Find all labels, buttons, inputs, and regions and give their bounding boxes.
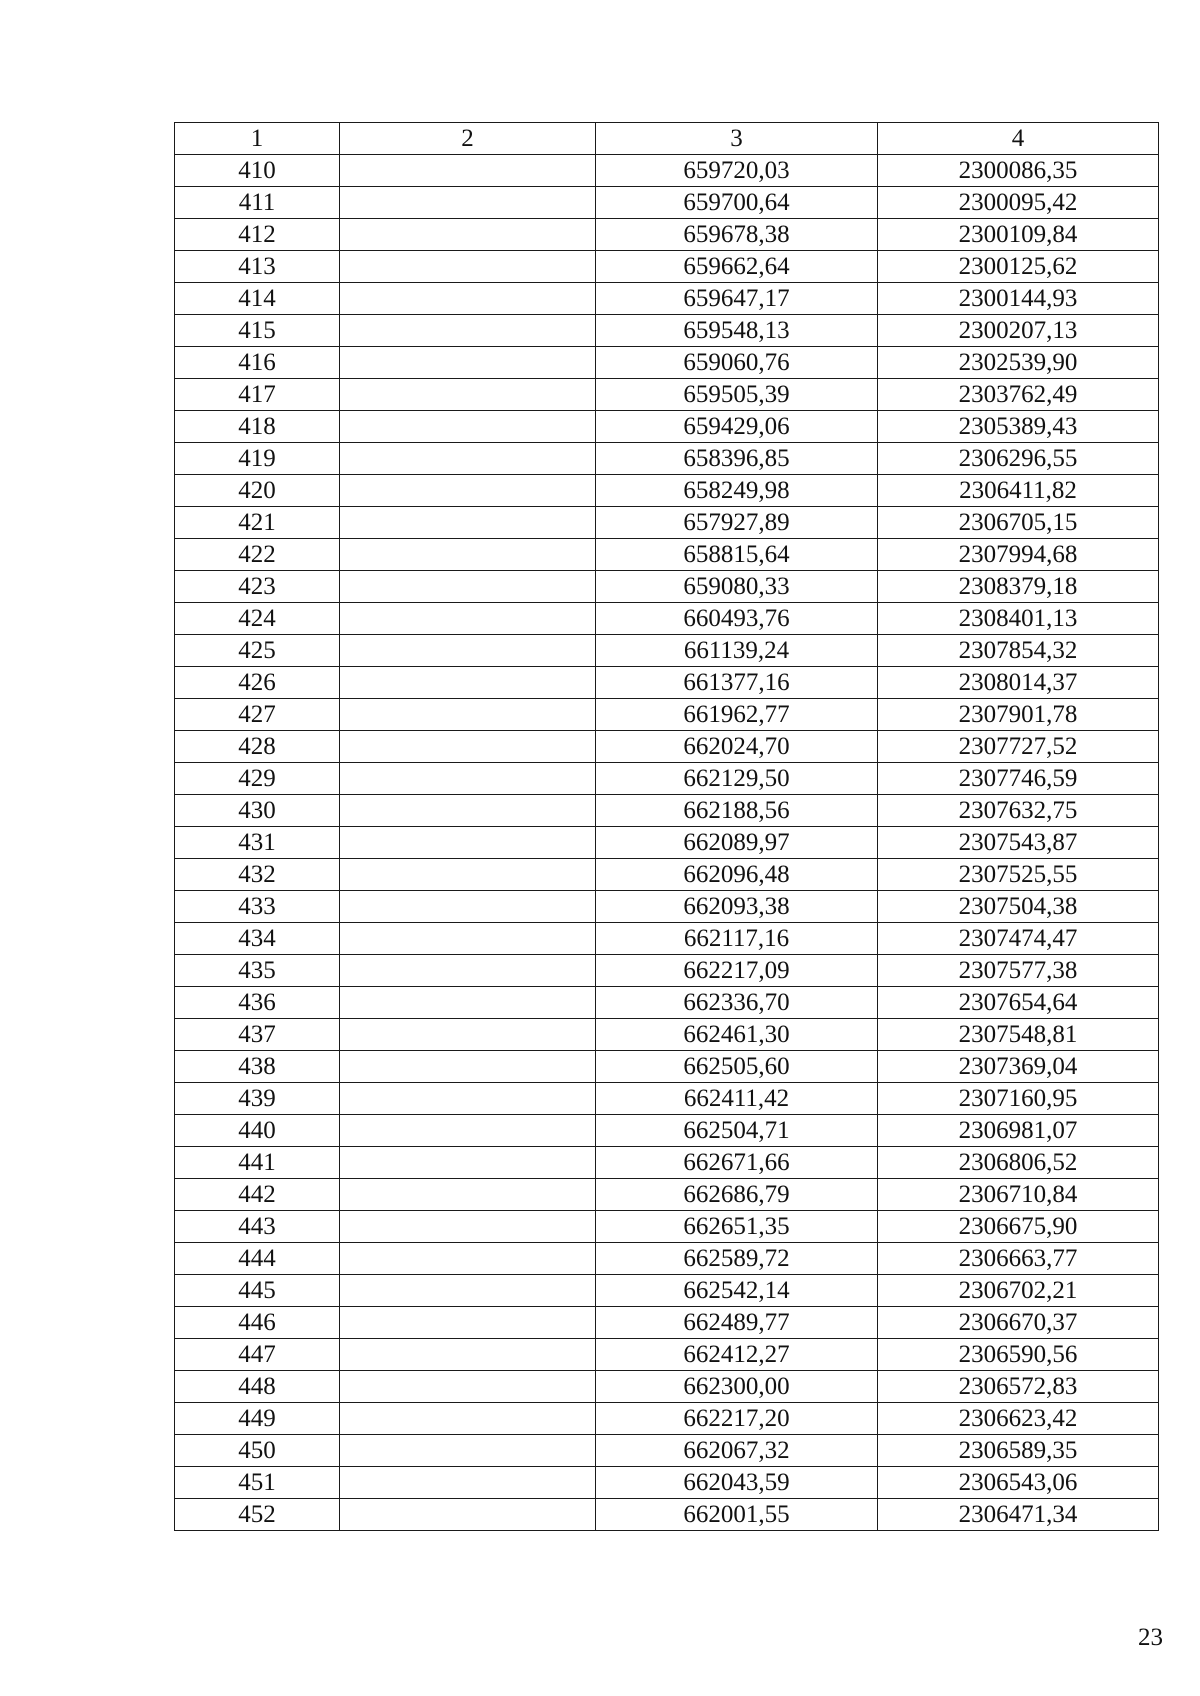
y-coordinate-cell: 2306710,84 <box>878 1179 1159 1211</box>
table-row <box>175 315 1159 347</box>
empty-cell <box>340 1019 596 1051</box>
point-number-cell: 438 <box>175 1051 340 1083</box>
y-coordinate-cell: 2300109,84 <box>878 219 1159 251</box>
y-coordinate-cell: 2307994,68 <box>878 539 1159 571</box>
y-coordinate-cell: 2308014,37 <box>878 667 1159 699</box>
table-row <box>175 219 1159 251</box>
point-number-cell: 441 <box>175 1147 340 1179</box>
empty-cell <box>340 379 596 411</box>
point-number-cell: 447 <box>175 1339 340 1371</box>
table-row <box>175 763 1159 795</box>
empty-cell <box>340 411 596 443</box>
x-coordinate-cell: 661377,16 <box>596 667 878 699</box>
point-number-cell: 425 <box>175 635 340 667</box>
table-row <box>175 1243 1159 1275</box>
table-row <box>175 251 1159 283</box>
x-coordinate-cell: 662024,70 <box>596 731 878 763</box>
x-coordinate-cell: 662001,55 <box>596 1499 878 1531</box>
x-coordinate-cell: 658815,64 <box>596 539 878 571</box>
empty-cell <box>340 571 596 603</box>
empty-cell <box>340 603 596 635</box>
x-coordinate-cell: 662096,48 <box>596 859 878 891</box>
y-coordinate-cell: 2307727,52 <box>878 731 1159 763</box>
empty-cell <box>340 1467 596 1499</box>
y-coordinate-cell: 2300144,93 <box>878 283 1159 315</box>
point-number-cell: 428 <box>175 731 340 763</box>
y-coordinate-cell: 2308379,18 <box>878 571 1159 603</box>
y-coordinate-cell: 2306705,15 <box>878 507 1159 539</box>
table-row <box>175 1499 1159 1531</box>
table-body <box>175 155 1159 1531</box>
point-number-cell: 414 <box>175 283 340 315</box>
point-number-cell: 442 <box>175 1179 340 1211</box>
table-row <box>175 347 1159 379</box>
table-row <box>175 1179 1159 1211</box>
point-number-cell: 430 <box>175 795 340 827</box>
table-row <box>175 1403 1159 1435</box>
point-number-cell: 437 <box>175 1019 340 1051</box>
point-number-cell: 440 <box>175 1115 340 1147</box>
point-number-cell: 452 <box>175 1499 340 1531</box>
table-row <box>175 1019 1159 1051</box>
table-row <box>175 699 1159 731</box>
y-coordinate-cell: 2300207,13 <box>878 315 1159 347</box>
table-row <box>175 379 1159 411</box>
y-coordinate-cell: 2300095,42 <box>878 187 1159 219</box>
y-coordinate-cell: 2306471,34 <box>878 1499 1159 1531</box>
table-row <box>175 1339 1159 1371</box>
x-coordinate-cell: 662489,77 <box>596 1307 878 1339</box>
x-coordinate-cell: 662089,97 <box>596 827 878 859</box>
table-row <box>175 987 1159 1019</box>
x-coordinate-cell: 662300,00 <box>596 1371 878 1403</box>
table-row <box>175 187 1159 219</box>
point-number-cell: 450 <box>175 1435 340 1467</box>
table-row <box>175 1051 1159 1083</box>
point-number-cell: 413 <box>175 251 340 283</box>
point-number-cell: 416 <box>175 347 340 379</box>
point-number-cell: 421 <box>175 507 340 539</box>
empty-cell <box>340 1051 596 1083</box>
table-row <box>175 1371 1159 1403</box>
x-coordinate-cell: 662542,14 <box>596 1275 878 1307</box>
y-coordinate-cell: 2306623,42 <box>878 1403 1159 1435</box>
table-row <box>175 795 1159 827</box>
table-row <box>175 891 1159 923</box>
point-number-cell: 420 <box>175 475 340 507</box>
y-coordinate-cell: 2307577,38 <box>878 955 1159 987</box>
x-coordinate-cell: 662217,09 <box>596 955 878 987</box>
empty-cell <box>340 1243 596 1275</box>
y-coordinate-cell: 2306702,21 <box>878 1275 1159 1307</box>
empty-cell <box>340 539 596 571</box>
y-coordinate-cell: 2307548,81 <box>878 1019 1159 1051</box>
point-number-cell: 448 <box>175 1371 340 1403</box>
y-coordinate-cell: 2306663,77 <box>878 1243 1159 1275</box>
y-coordinate-cell: 2306543,06 <box>878 1467 1159 1499</box>
y-coordinate-cell: 2307746,59 <box>878 763 1159 795</box>
table-row <box>175 859 1159 891</box>
empty-cell <box>340 667 596 699</box>
point-number-cell: 412 <box>175 219 340 251</box>
x-coordinate-cell: 659505,39 <box>596 379 878 411</box>
x-coordinate-cell: 662043,59 <box>596 1467 878 1499</box>
empty-cell <box>340 699 596 731</box>
y-coordinate-cell: 2306981,07 <box>878 1115 1159 1147</box>
column-header-4: 4 <box>878 123 1159 155</box>
empty-cell <box>340 1275 596 1307</box>
table-row <box>175 571 1159 603</box>
table-row <box>175 667 1159 699</box>
table-row <box>175 1467 1159 1499</box>
y-coordinate-cell: 2307654,64 <box>878 987 1159 1019</box>
point-number-cell: 439 <box>175 1083 340 1115</box>
x-coordinate-cell: 657927,89 <box>596 507 878 539</box>
x-coordinate-cell: 662411,42 <box>596 1083 878 1115</box>
column-header-1: 1 <box>175 123 340 155</box>
empty-cell <box>340 1403 596 1435</box>
point-number-cell: 426 <box>175 667 340 699</box>
y-coordinate-cell: 2307632,75 <box>878 795 1159 827</box>
table-row <box>175 411 1159 443</box>
point-number-cell: 431 <box>175 827 340 859</box>
x-coordinate-cell: 659700,64 <box>596 187 878 219</box>
y-coordinate-cell: 2307474,47 <box>878 923 1159 955</box>
x-coordinate-cell: 658396,85 <box>596 443 878 475</box>
x-coordinate-cell: 662461,30 <box>596 1019 878 1051</box>
y-coordinate-cell: 2306296,55 <box>878 443 1159 475</box>
x-coordinate-cell: 661962,77 <box>596 699 878 731</box>
empty-cell <box>340 155 596 187</box>
empty-cell <box>340 763 596 795</box>
x-coordinate-cell: 662412,27 <box>596 1339 878 1371</box>
y-coordinate-cell: 2305389,43 <box>878 411 1159 443</box>
y-coordinate-cell: 2307901,78 <box>878 699 1159 731</box>
point-number-cell: 424 <box>175 603 340 635</box>
table-row <box>175 1275 1159 1307</box>
table-row <box>175 1211 1159 1243</box>
x-coordinate-cell: 659720,03 <box>596 155 878 187</box>
x-coordinate-cell: 659678,38 <box>596 219 878 251</box>
point-number-cell: 435 <box>175 955 340 987</box>
table-row <box>175 955 1159 987</box>
table-row <box>175 283 1159 315</box>
empty-cell <box>340 315 596 347</box>
x-coordinate-cell: 660493,76 <box>596 603 878 635</box>
empty-cell <box>340 1499 596 1531</box>
table-row <box>175 827 1159 859</box>
y-coordinate-cell: 2302539,90 <box>878 347 1159 379</box>
point-number-cell: 427 <box>175 699 340 731</box>
empty-cell <box>340 795 596 827</box>
y-coordinate-cell: 2307504,38 <box>878 891 1159 923</box>
point-number-cell: 451 <box>175 1467 340 1499</box>
table-row <box>175 1435 1159 1467</box>
page-number: 23 <box>1138 1624 1163 1651</box>
table-row <box>175 155 1159 187</box>
empty-cell <box>340 507 596 539</box>
empty-cell <box>340 731 596 763</box>
empty-cell <box>340 1435 596 1467</box>
x-coordinate-cell: 662505,60 <box>596 1051 878 1083</box>
point-number-cell: 445 <box>175 1275 340 1307</box>
empty-cell <box>340 187 596 219</box>
empty-cell <box>340 283 596 315</box>
x-coordinate-cell: 662117,16 <box>596 923 878 955</box>
y-coordinate-cell: 2300125,62 <box>878 251 1159 283</box>
y-coordinate-cell: 2306590,56 <box>878 1339 1159 1371</box>
point-number-cell: 446 <box>175 1307 340 1339</box>
empty-cell <box>340 475 596 507</box>
point-number-cell: 415 <box>175 315 340 347</box>
point-number-cell: 434 <box>175 923 340 955</box>
x-coordinate-cell: 659662,64 <box>596 251 878 283</box>
point-number-cell: 433 <box>175 891 340 923</box>
y-coordinate-cell: 2306411,82 <box>878 475 1159 507</box>
y-coordinate-cell: 2307160,95 <box>878 1083 1159 1115</box>
x-coordinate-cell: 662504,71 <box>596 1115 878 1147</box>
x-coordinate-cell: 662129,50 <box>596 763 878 795</box>
empty-cell <box>340 1083 596 1115</box>
empty-cell <box>340 1179 596 1211</box>
empty-cell <box>340 1371 596 1403</box>
empty-cell <box>340 251 596 283</box>
x-coordinate-cell: 662336,70 <box>596 987 878 1019</box>
x-coordinate-cell: 662093,38 <box>596 891 878 923</box>
empty-cell <box>340 955 596 987</box>
y-coordinate-cell: 2307525,55 <box>878 859 1159 891</box>
table-row <box>175 731 1159 763</box>
x-coordinate-cell: 662686,79 <box>596 1179 878 1211</box>
coordinates-table <box>174 122 1159 1531</box>
empty-cell <box>340 1307 596 1339</box>
y-coordinate-cell: 2300086,35 <box>878 155 1159 187</box>
y-coordinate-cell: 2306806,52 <box>878 1147 1159 1179</box>
y-coordinate-cell: 2308401,13 <box>878 603 1159 635</box>
x-coordinate-cell: 659548,13 <box>596 315 878 347</box>
table-row <box>175 923 1159 955</box>
empty-cell <box>340 1211 596 1243</box>
empty-cell <box>340 635 596 667</box>
x-coordinate-cell: 661139,24 <box>596 635 878 667</box>
empty-cell <box>340 987 596 1019</box>
table-row <box>175 1083 1159 1115</box>
x-coordinate-cell: 659647,17 <box>596 283 878 315</box>
y-coordinate-cell: 2307543,87 <box>878 827 1159 859</box>
x-coordinate-cell: 662589,72 <box>596 1243 878 1275</box>
point-number-cell: 422 <box>175 539 340 571</box>
y-coordinate-cell: 2306670,37 <box>878 1307 1159 1339</box>
point-number-cell: 423 <box>175 571 340 603</box>
x-coordinate-cell: 662188,56 <box>596 795 878 827</box>
x-coordinate-cell: 658249,98 <box>596 475 878 507</box>
point-number-cell: 410 <box>175 155 340 187</box>
header-row <box>175 123 1159 155</box>
x-coordinate-cell: 662651,35 <box>596 1211 878 1243</box>
point-number-cell: 449 <box>175 1403 340 1435</box>
x-coordinate-cell: 662671,66 <box>596 1147 878 1179</box>
y-coordinate-cell: 2303762,49 <box>878 379 1159 411</box>
empty-cell <box>340 1115 596 1147</box>
point-number-cell: 432 <box>175 859 340 891</box>
column-header-3: 3 <box>596 123 878 155</box>
point-number-cell: 443 <box>175 1211 340 1243</box>
point-number-cell: 411 <box>175 187 340 219</box>
table-row <box>175 539 1159 571</box>
point-number-cell: 429 <box>175 763 340 795</box>
table-row <box>175 443 1159 475</box>
empty-cell <box>340 1339 596 1371</box>
empty-cell <box>340 347 596 379</box>
y-coordinate-cell: 2307369,04 <box>878 1051 1159 1083</box>
x-coordinate-cell: 662217,20 <box>596 1403 878 1435</box>
point-number-cell: 417 <box>175 379 340 411</box>
y-coordinate-cell: 2306589,35 <box>878 1435 1159 1467</box>
point-number-cell: 418 <box>175 411 340 443</box>
table-row <box>175 1115 1159 1147</box>
y-coordinate-cell: 2306572,83 <box>878 1371 1159 1403</box>
column-header-2: 2 <box>340 123 596 155</box>
point-number-cell: 436 <box>175 987 340 1019</box>
x-coordinate-cell: 659060,76 <box>596 347 878 379</box>
x-coordinate-cell: 659080,33 <box>596 571 878 603</box>
empty-cell <box>340 1147 596 1179</box>
point-number-cell: 419 <box>175 443 340 475</box>
empty-cell <box>340 219 596 251</box>
table-row <box>175 475 1159 507</box>
empty-cell <box>340 859 596 891</box>
y-coordinate-cell: 2306675,90 <box>878 1211 1159 1243</box>
y-coordinate-cell: 2307854,32 <box>878 635 1159 667</box>
table-row <box>175 1147 1159 1179</box>
table-row <box>175 507 1159 539</box>
x-coordinate-cell: 659429,06 <box>596 411 878 443</box>
table-row <box>175 603 1159 635</box>
point-number-cell: 444 <box>175 1243 340 1275</box>
empty-cell <box>340 923 596 955</box>
empty-cell <box>340 891 596 923</box>
empty-cell <box>340 827 596 859</box>
table-row <box>175 635 1159 667</box>
x-coordinate-cell: 662067,32 <box>596 1435 878 1467</box>
table-row <box>175 1307 1159 1339</box>
empty-cell <box>340 443 596 475</box>
